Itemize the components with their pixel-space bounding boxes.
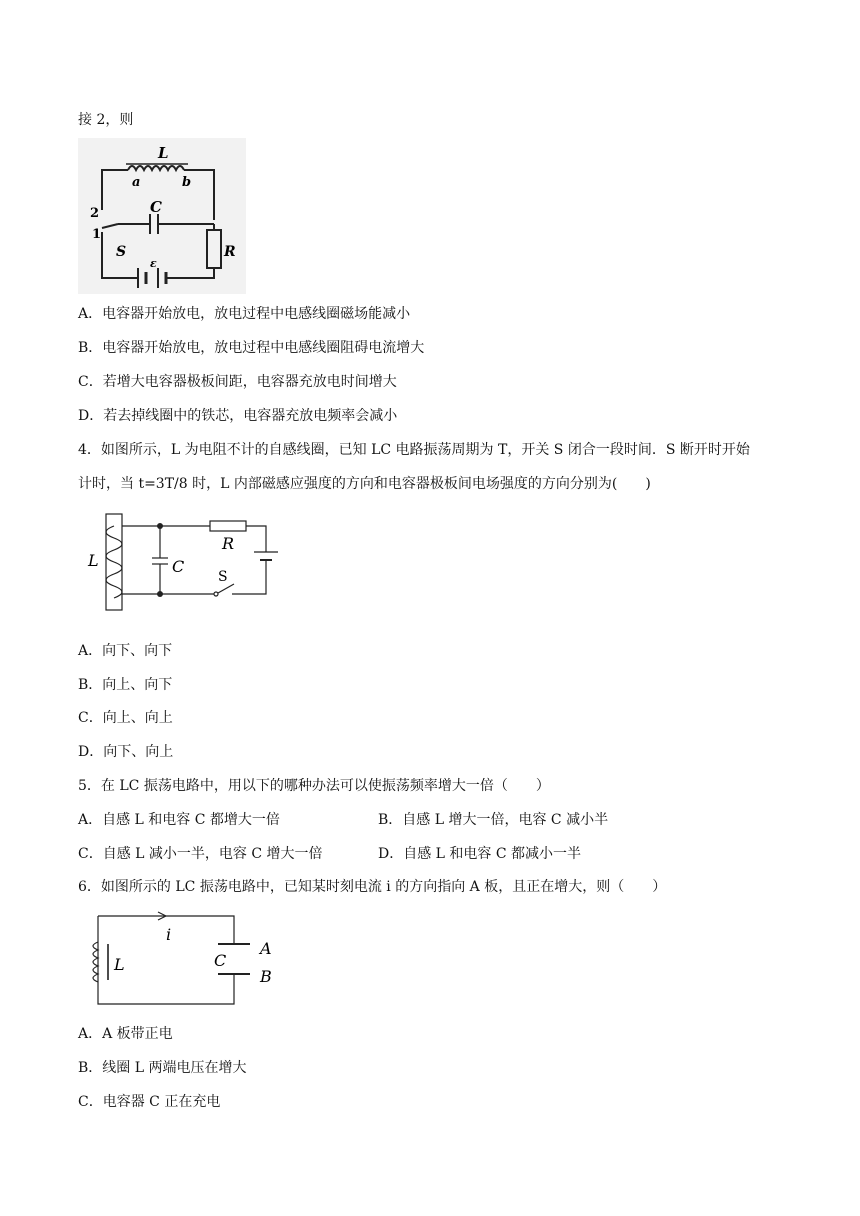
q3-circuit-figure: [78, 138, 246, 294]
q5-option-d: D．自感 L 和电容 C 都减小一半: [378, 846, 582, 862]
q3-option-c: C．若增大电容器极板间距，电容器充放电时间增大: [78, 374, 397, 390]
q6-option-a: A．A 板带正电: [78, 1026, 173, 1042]
q5-option-b: B．自感 L 增大一倍，电容 C 减小半: [378, 812, 609, 828]
q4-label-L: L: [88, 551, 99, 570]
q6-label-i: i: [166, 925, 172, 944]
q4-option-c: C．向上、向上: [78, 710, 173, 726]
q3-label-2: 2: [90, 206, 100, 221]
q4-stem-line2: 计时，当 t=3T/8 时，L 内部磁感应强度的方向和电容器极板间电场强度的方向分别为( ): [78, 476, 651, 492]
q4-label-R: R: [222, 534, 235, 553]
q6-circuit-figure: [88, 906, 288, 1012]
q6-label-C: C: [214, 951, 227, 970]
q3-label-S: S: [116, 244, 127, 260]
q6-label-A: A: [260, 939, 272, 958]
q6-option-c: C．电容器 C 正在充电: [78, 1094, 221, 1110]
q6-option-b: B．线圈 L 两端电压在增大: [78, 1060, 247, 1076]
q3-label-L: L: [158, 144, 169, 162]
q3-label-a: a: [132, 175, 141, 190]
q4-circuit-figure: [84, 510, 294, 618]
q5-option-c: C．自感 L 减小一半，电容 C 增大一倍: [78, 846, 323, 862]
q6-label-B: B: [260, 967, 272, 986]
q3-label-R: R: [224, 244, 236, 260]
q4-option-d: D．向下、向上: [78, 744, 174, 760]
q6-stem: 6．如图所示的 LC 振荡电路中，已知某时刻电流 i 的方向指向 A 板，且正在增大，则（ ）: [78, 879, 667, 895]
q3-label-1: 1: [92, 227, 102, 242]
q5-stem: 5．在 LC 振荡电路中，用以下的哪种办法可以使振荡频率增大一倍（ ）: [78, 778, 550, 794]
intro-text: 接 2，则: [78, 112, 134, 128]
q4-option-b: B．向上、向下: [78, 677, 173, 693]
q6-label-L: L: [114, 955, 125, 974]
q3-option-a: A．电容器开始放电，放电过程中电感线圈磁场能减小: [78, 306, 411, 322]
q4-option-a: A．向下、向下: [78, 643, 173, 659]
q4-stem-line1: 4．如图所示，L 为电阻不计的自感线圈，已知 LC 电路振荡周期为 T，开关 S 闭合一段时间．S 断开时开始: [78, 442, 750, 458]
q3-label-b: b: [182, 175, 192, 190]
q3-option-b: B．电容器开始放电，放电过程中电感线圈阻碍电流增大: [78, 340, 425, 356]
q5-option-a: A．自感 L 和电容 C 都增大一倍: [78, 812, 280, 828]
q4-label-C: C: [172, 557, 185, 576]
q3-label-C: C: [150, 198, 162, 216]
q3-option-d: D．若去掉线圈中的铁芯，电容器充放电频率会减小: [78, 408, 398, 424]
q3-label-E: ε: [150, 257, 157, 270]
q4-label-S: S: [218, 569, 228, 585]
